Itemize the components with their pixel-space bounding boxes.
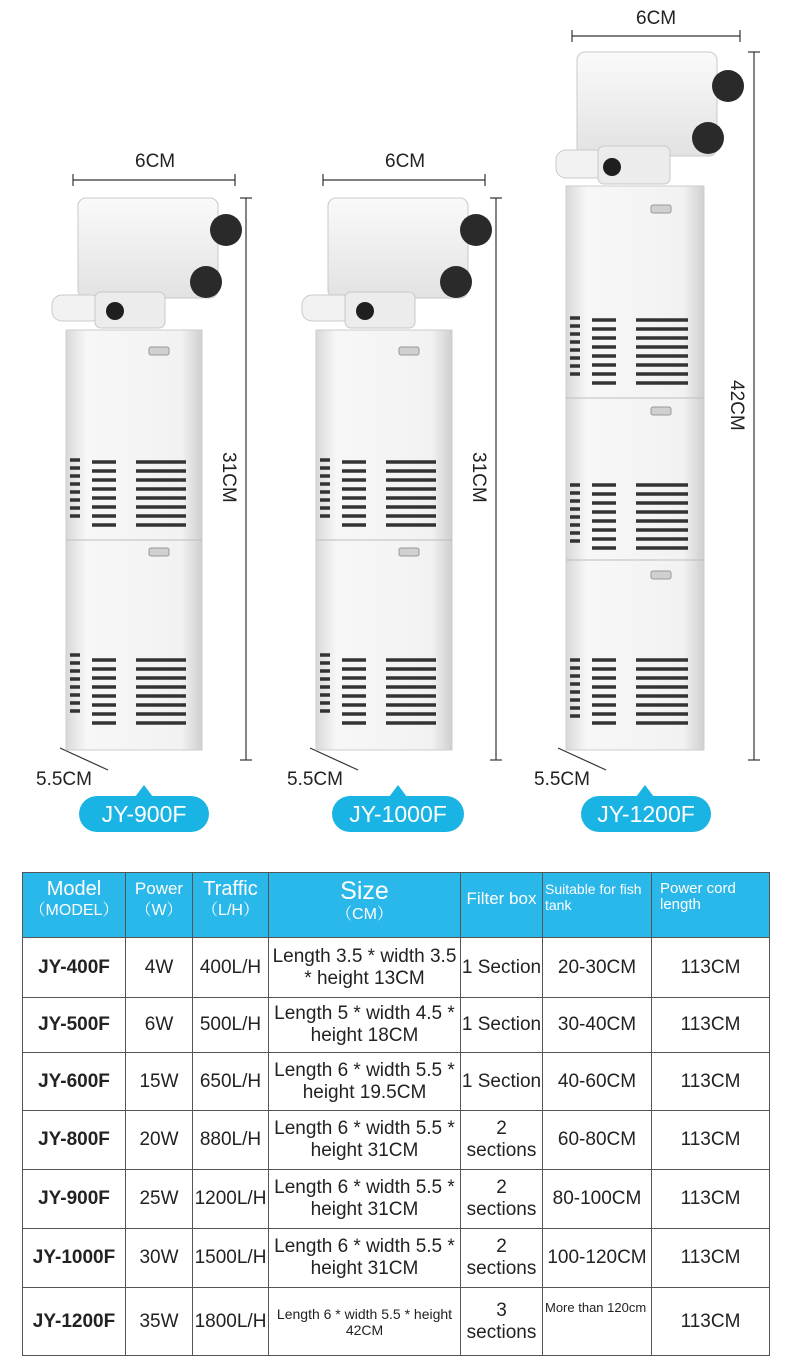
unit-3-depth-label: 5.5CM <box>534 769 590 790</box>
cell-power-cord: 113CM <box>652 938 770 998</box>
cell-power: 4W <box>126 938 193 998</box>
cell-traffic: 400L/H <box>193 938 269 998</box>
cell-power-cord: 113CM <box>652 1111 770 1170</box>
table-row <box>23 1229 770 1288</box>
cell-traffic: 1200L/H <box>193 1170 269 1229</box>
cell-model: JY-400F <box>23 938 126 998</box>
cell-traffic: 650L/H <box>193 1053 269 1111</box>
cell-power-cord: 113CM <box>652 998 770 1053</box>
cell-model: JY-500F <box>23 998 126 1053</box>
header-model: Model （MODEL） <box>23 873 126 938</box>
cell-suitable-tank: 20-30CM <box>543 938 652 998</box>
unit-3-width-label: 6CM <box>636 8 677 29</box>
cell-model: JY-900F <box>23 1170 126 1229</box>
table-row <box>23 998 770 1053</box>
cell-power: 20W <box>126 1111 193 1170</box>
table-row <box>23 1288 770 1356</box>
cell-suitable-tank: 30-40CM <box>543 998 652 1053</box>
cell-traffic: 500L/H <box>193 998 269 1053</box>
cell-suitable-tank: More than 120cm <box>543 1288 652 1356</box>
spec-table <box>22 872 770 1356</box>
cell-suitable-tank: 100-120CM <box>543 1229 652 1288</box>
cell-traffic: 880L/H <box>193 1111 269 1170</box>
cell-model: JY-1000F <box>23 1229 126 1288</box>
model-badge-jy-900f: JY-900F <box>79 796 209 832</box>
unit-3-height-label: 42CM <box>726 380 747 431</box>
cell-filter-box: 1 Section <box>461 998 543 1053</box>
cell-traffic: 1500L/H <box>193 1229 269 1288</box>
cell-traffic: 1800L/H <box>193 1288 269 1356</box>
cell-power: 30W <box>126 1229 193 1288</box>
table-header-row <box>23 873 770 938</box>
cell-filter-box: 3 sections <box>461 1288 543 1356</box>
unit-2-depth-label: 5.5CM <box>287 769 343 790</box>
cell-power-cord: 113CM <box>652 1170 770 1229</box>
cell-model: JY-1200F <box>23 1288 126 1356</box>
model-badge-jy-1200f: JY-1200F <box>581 796 711 832</box>
cell-size: Length 6 * width 5.5 * height 31CM <box>269 1170 461 1229</box>
cell-suitable-tank: 60-80CM <box>543 1111 652 1170</box>
cell-filter-box: 1 Section <box>461 938 543 998</box>
cell-suitable-tank: 40-60CM <box>543 1053 652 1111</box>
unit-2-height-label: 31CM <box>468 452 489 503</box>
unit-1-depth-label: 5.5CM <box>36 769 92 790</box>
cell-power-cord: 113CM <box>652 1229 770 1288</box>
table-row <box>23 1053 770 1111</box>
header-power: Power （W） <box>126 873 193 938</box>
cell-model: JY-800F <box>23 1111 126 1170</box>
header-filter-box: Filter box <box>461 873 543 938</box>
unit-1-height-label: 31CM <box>218 452 239 503</box>
table-row <box>23 938 770 998</box>
cell-model: JY-600F <box>23 1053 126 1111</box>
cell-suitable-tank: 80-100CM <box>543 1170 652 1229</box>
cell-power: 6W <box>126 998 193 1053</box>
cell-size: Length 6 * width 5.5 * height 19.5CM <box>269 1053 461 1111</box>
header-size: Size （CM） <box>269 873 461 938</box>
cell-power-cord: 113CM <box>652 1288 770 1356</box>
cell-power: 15W <box>126 1053 193 1111</box>
unit-2-width-label: 6CM <box>385 151 426 172</box>
cell-filter-box: 1 Section <box>461 1053 543 1111</box>
header-traffic: Traffic （L/H） <box>193 873 269 938</box>
cell-size: Length 3.5 * width 3.5 * height 13CM <box>269 938 461 998</box>
cell-filter-box: 2 sections <box>461 1229 543 1288</box>
cell-power: 35W <box>126 1288 193 1356</box>
cell-filter-box: 2 sections <box>461 1111 543 1170</box>
cell-power: 25W <box>126 1170 193 1229</box>
cell-size: Length 5 * width 4.5 * height 18CM <box>269 998 461 1053</box>
model-badge-jy-1000f: JY-1000F <box>332 796 464 832</box>
header-suitable-tank: Suitable for fish tank <box>543 873 652 938</box>
header-power-cord: Power cord length <box>652 873 770 938</box>
cell-size: Length 6 * width 5.5 * height 31CM <box>269 1229 461 1288</box>
unit-1-width-label: 6CM <box>135 151 176 172</box>
cell-size: Length 6 * width 5.5 * height 31CM <box>269 1111 461 1170</box>
table-row <box>23 1111 770 1170</box>
cell-filter-box: 2 sections <box>461 1170 543 1229</box>
cell-power-cord: 113CM <box>652 1053 770 1111</box>
cell-size: Length 6 * width 5.5 * height 42CM <box>269 1288 461 1356</box>
table-row <box>23 1170 770 1229</box>
